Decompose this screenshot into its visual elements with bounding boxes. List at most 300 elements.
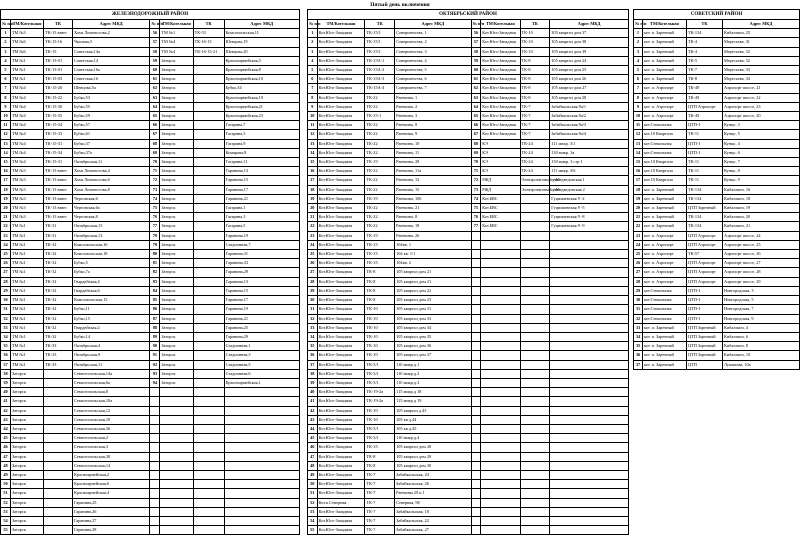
heat-chamber — [193, 342, 224, 351]
heat-chamber — [44, 406, 73, 415]
table-row — [1, 489, 300, 498]
heat-chamber: ТК-11 — [687, 130, 723, 139]
table-row — [1, 286, 300, 295]
heat-source: Кот.Юго-Западная — [317, 176, 365, 185]
heat-chamber: ТК-32 — [44, 286, 73, 295]
table-row — [634, 277, 800, 286]
heat-chamber — [193, 84, 224, 93]
building-address: 111 микр. 3/6 — [550, 167, 629, 176]
empty-cell — [550, 323, 629, 332]
heat-source: КЭ — [481, 148, 520, 157]
table-row — [308, 29, 629, 38]
heat-chamber: ЦТП-1 — [687, 314, 723, 323]
column-header-tk: ТК — [365, 20, 395, 29]
row-number: 65 — [471, 112, 481, 121]
empty-cell — [481, 480, 520, 489]
empty-cell — [193, 480, 224, 489]
heat-source: Заторск — [160, 277, 193, 286]
empty-cell — [471, 240, 481, 249]
empty-cell — [471, 314, 481, 323]
table-row — [308, 167, 629, 176]
column-header-num: № п/п — [634, 20, 643, 29]
table-row — [1, 259, 300, 268]
table-row — [308, 443, 629, 452]
empty-cell — [160, 516, 193, 525]
heat-chamber: ТК-24 — [520, 139, 550, 148]
heat-source: Кот.Юго-Западная — [317, 112, 365, 121]
row-number: 34 — [634, 332, 643, 341]
heat-source: ТМ №4 — [10, 112, 43, 121]
empty-cell — [520, 452, 550, 461]
table-row — [1, 415, 300, 424]
table-row — [308, 369, 629, 378]
table-row — [308, 250, 629, 259]
empty-cell — [150, 489, 160, 498]
heat-chamber — [520, 222, 550, 231]
heat-source: ТМ №1 — [10, 268, 43, 277]
heat-chamber: ТК-15 — [365, 240, 395, 249]
table-row — [634, 148, 800, 157]
empty-cell — [160, 406, 193, 415]
empty-cell — [550, 516, 629, 525]
table-row — [634, 56, 800, 65]
empty-cell — [481, 406, 520, 415]
empty-cell — [520, 461, 550, 470]
row-number: 17 — [1, 176, 11, 185]
row-number: 73 — [471, 185, 481, 194]
empty-cell — [471, 323, 481, 332]
heat-source: кот. п. Аэропорт — [643, 84, 687, 93]
row-number: 21 — [308, 213, 318, 222]
row-number: 31 — [634, 305, 643, 314]
table-row — [1, 332, 300, 341]
heat-chamber: ТК-10 — [365, 323, 395, 332]
row-number: 32 — [634, 314, 643, 323]
heat-source: Кот.Юго-Западная — [317, 480, 365, 489]
heat-chamber — [44, 443, 73, 452]
column-header-num: № п/п — [308, 20, 318, 29]
table-row — [1, 443, 300, 452]
building-address: Раевчина, 2 — [395, 102, 472, 111]
building-address: Хохи Ломоносова,2 — [72, 29, 149, 38]
heat-chamber — [44, 480, 73, 489]
building-address: Стадионная,6 — [224, 369, 299, 378]
empty-cell — [150, 526, 160, 535]
heat-chamber — [193, 286, 224, 295]
building-address: 105 квартал дом 35 — [395, 332, 472, 341]
row-number: 72 — [471, 176, 481, 185]
building-address: Аэропорт шоссе, 27 — [723, 259, 800, 268]
row-number: 32 — [308, 314, 318, 323]
building-address: Гаранина,17 — [224, 185, 299, 194]
heat-source: Кот.Юго-Западная — [317, 452, 365, 461]
building-address: Гуцимаевская 9 -9 — [550, 222, 629, 231]
heat-chamber — [44, 397, 73, 406]
heat-chamber: ТК-7 — [365, 498, 395, 507]
heat-source: Заторск — [10, 415, 43, 424]
row-number: 14 — [634, 148, 643, 157]
table-row — [1, 323, 300, 332]
building-address: Гагарина,1 — [224, 204, 299, 213]
empty-cell — [520, 415, 550, 424]
building-address: Севастопольская,10а — [72, 397, 149, 406]
row-number: 64 — [471, 102, 481, 111]
empty-cell — [550, 332, 629, 341]
heat-source: Заторск — [10, 388, 43, 397]
building-address: 115 микр.д 19 — [395, 397, 472, 406]
building-address: Октябрьская,4 — [72, 342, 149, 351]
building-address: Забайкальская, 22 — [395, 516, 472, 525]
heat-source: Кот.Юго-Западная — [481, 102, 520, 111]
heat-chamber — [193, 102, 224, 111]
heat-source: Кот.Юго-Западная — [317, 351, 365, 360]
heat-chamber: ТК-10 — [520, 38, 550, 47]
heat-source: Кот.Юго-Западная — [481, 66, 520, 75]
empty-cell — [520, 480, 550, 489]
empty-cell — [520, 231, 550, 240]
table-row — [1, 480, 300, 489]
heat-source: кот. п. Заречный — [643, 38, 687, 47]
table-row — [308, 176, 629, 185]
building-address: Гуцимаевская 9 -5 — [550, 204, 629, 213]
building-address: Гаранина,19 — [224, 305, 299, 314]
table-row — [1, 158, 300, 167]
heat-chamber: ТК-32 — [44, 250, 73, 259]
heat-chamber: ЦТП Аэропорт — [687, 277, 723, 286]
row-number: 21 — [634, 213, 643, 222]
empty-cell — [520, 240, 550, 249]
heat-source: кот. п. Заречный — [643, 185, 687, 194]
row-number: 7 — [1, 84, 11, 93]
table-row — [1, 213, 300, 222]
building-address: Раевчина 29 к.1 — [395, 489, 472, 498]
heat-source: Кот.Юго-Западная — [317, 526, 365, 535]
heat-source: Кот.Юго-Западная — [481, 75, 520, 84]
row-number: 47 — [1, 452, 11, 461]
heat-chamber: ТК-22 — [365, 121, 395, 130]
table-row — [308, 102, 629, 111]
table-row — [634, 176, 800, 185]
building-address: Мересьева, 31 — [723, 38, 800, 47]
heat-chamber: ТК-7 — [365, 526, 395, 535]
heat-source: кот. п. Аэропорт — [643, 240, 687, 249]
row-number: 39 — [1, 378, 11, 387]
building-address: Аэропорт шоссе, 24 — [723, 231, 800, 240]
row-number: 13 — [1, 139, 11, 148]
row-number: 5 — [308, 66, 318, 75]
heat-source: Кот.Юго-Западная — [317, 29, 365, 38]
heat-chamber: ТК-31 — [44, 231, 73, 240]
heat-source: кот. п. Заречный — [643, 360, 687, 369]
table-row — [1, 93, 300, 102]
empty-cell — [520, 286, 550, 295]
row-number: 69 — [471, 148, 481, 157]
table-row — [1, 305, 300, 314]
table-row — [634, 323, 800, 332]
building-address: Совершенства, 7 — [395, 84, 472, 93]
table-row — [308, 130, 629, 139]
building-address: Гаранина,13 — [224, 277, 299, 286]
heat-chamber — [193, 314, 224, 323]
heat-source: ТМ №4 — [10, 158, 43, 167]
heat-chamber — [193, 213, 224, 222]
heat-chamber: ТК-24 — [520, 158, 550, 167]
building-address: Красноармейская,8 — [224, 66, 299, 75]
empty-cell — [550, 314, 629, 323]
table-row — [308, 480, 629, 489]
heat-chamber: ТК-7 — [365, 516, 395, 525]
row-number: 54 — [308, 516, 318, 525]
heat-source: Кот.п.Северная — [317, 498, 365, 507]
heat-source: ТМ №3 — [10, 176, 43, 185]
empty-cell — [481, 424, 520, 433]
building-address: Забайкальская, 18 — [395, 507, 472, 516]
heat-source: ТМ №3 — [10, 194, 43, 203]
heat-source: Кот.Юго-Западная — [317, 277, 365, 286]
building-address: Лукашова, 10а — [723, 360, 800, 369]
empty-cell — [471, 277, 481, 286]
heat-chamber: ТК-13 взвес — [44, 213, 73, 222]
empty-cell — [550, 240, 629, 249]
row-number: 41 — [308, 397, 318, 406]
heat-chamber: ТК-33 — [44, 351, 73, 360]
empty-cell — [471, 231, 481, 240]
heat-chamber — [193, 185, 224, 194]
empty-cell — [224, 397, 299, 406]
empty-cell — [471, 305, 481, 314]
heat-chamber: ЦТП Заречный — [687, 332, 723, 341]
heat-chamber — [193, 250, 224, 259]
heat-source: Кот.Юго-Западная — [317, 397, 365, 406]
table-row — [308, 158, 629, 167]
row-number: 7 — [308, 84, 318, 93]
table-row — [634, 84, 800, 93]
row-number: 25 — [1, 250, 11, 259]
building-address: ст.Медведовская 1 — [550, 176, 629, 185]
empty-cell — [520, 250, 550, 259]
heat-chamber — [193, 194, 224, 203]
building-address: 111 микр. 3/1 — [550, 139, 629, 148]
heat-chamber: ТК-32 — [44, 240, 73, 249]
empty-cell — [481, 231, 520, 240]
empty-cell — [471, 507, 481, 516]
empty-cell — [160, 480, 193, 489]
table-row — [308, 112, 629, 121]
heat-source: ТМ №3 — [10, 213, 43, 222]
heat-source: ТМ №4 — [10, 93, 43, 102]
empty-cell — [520, 277, 550, 286]
row-number: 26 — [634, 259, 643, 268]
heat-chamber: ТК-134 — [687, 213, 723, 222]
empty-cell — [224, 489, 299, 498]
heat-source: кот.Стекольная — [643, 314, 687, 323]
building-address: 105 квартал д.43 — [395, 406, 472, 415]
row-number: 43 — [308, 415, 318, 424]
building-address: Комсомольская,18 — [72, 250, 149, 259]
row-number: 38 — [308, 369, 318, 378]
empty-cell — [550, 305, 629, 314]
empty-cell — [481, 268, 520, 277]
empty-cell — [224, 452, 299, 461]
table-row — [308, 222, 629, 231]
row-number: 16 — [1, 167, 11, 176]
table-row — [634, 66, 800, 75]
table-row — [308, 314, 629, 323]
building-address: Мересьева, 34 — [723, 75, 800, 84]
heat-source: Кот.Юго-Западная — [317, 231, 365, 240]
building-address: Комсомольская,15 — [72, 296, 149, 305]
empty-cell — [193, 397, 224, 406]
heat-source: Кот.Юго-Западная — [317, 461, 365, 470]
building-address: Новгородская, 7 — [723, 305, 800, 314]
empty-cell — [481, 369, 520, 378]
building-address: Гаранина,21 — [224, 194, 299, 203]
building-address: Кунцо, 5 — [723, 130, 800, 139]
heat-chamber: ТК-10 — [365, 406, 395, 415]
building-address: 130 микр. 3а — [550, 148, 629, 157]
heat-chamber: ТК-15-34 — [44, 148, 73, 157]
building-address: 104кв. 2 — [395, 259, 472, 268]
heat-source: кот. п. Заречный — [643, 29, 687, 38]
building-address: 104кв. 1 — [395, 240, 472, 249]
heat-source: Кот.Юго-Западная — [317, 434, 365, 443]
heat-source: Кот.Юго-Западная — [317, 323, 365, 332]
heat-source: Заторск — [10, 443, 43, 452]
building-address: 110 микр.д.2 — [395, 369, 472, 378]
row-number: 27 — [308, 268, 318, 277]
building-address: Забайкальская 8а/3 — [550, 121, 629, 130]
table-row — [634, 250, 800, 259]
row-number: 55 — [308, 526, 318, 535]
empty-cell — [520, 388, 550, 397]
empty-cell — [150, 415, 160, 424]
building-address: Гаранина,31 — [224, 250, 299, 259]
heat-source: ТМ №1 — [10, 332, 43, 341]
heat-source: Заторск — [10, 516, 43, 525]
building-address: Октябрьская,15 — [72, 222, 149, 231]
heat-source: Заторск — [160, 222, 193, 231]
heat-chamber — [193, 268, 224, 277]
row-number: 59 — [150, 56, 160, 65]
row-number: 33 — [1, 323, 11, 332]
heat-source: Заторск — [160, 130, 193, 139]
table-row — [1, 424, 300, 433]
building-address: Совершенства, 5 — [395, 66, 472, 75]
empty-cell — [481, 314, 520, 323]
heat-chamber — [44, 489, 73, 498]
heat-chamber: ТК-7 — [520, 121, 550, 130]
table-row — [1, 222, 300, 231]
heat-chamber: ТК-5/1 — [365, 424, 395, 433]
heat-source: Кот.БВС — [481, 222, 520, 231]
empty-cell — [520, 351, 550, 360]
table-row — [308, 204, 629, 213]
heat-chamber — [193, 296, 224, 305]
building-address: 105 квартал дом 31 — [395, 305, 472, 314]
heat-chamber: ТК-13 взвес — [44, 204, 73, 213]
empty-cell — [471, 296, 481, 305]
building-address: Стадионная,7 — [224, 240, 299, 249]
row-number: 11 — [634, 121, 643, 130]
heat-source: кот.Стекольная — [643, 121, 687, 130]
row-number: 52 — [308, 498, 318, 507]
building-address: Бубко,5 — [72, 259, 149, 268]
heat-source: кот. п. Заречный — [643, 47, 687, 56]
row-number: 18 — [634, 185, 643, 194]
heat-chamber — [193, 167, 224, 176]
row-number: 26 — [308, 259, 318, 268]
empty-cell — [481, 323, 520, 332]
heat-source: Кот.Юго-Западная — [317, 139, 365, 148]
table-row — [308, 461, 629, 470]
empty-cell — [150, 498, 160, 507]
building-address: Аэропорт шоссе, 20 — [723, 112, 800, 121]
heat-source: ТМ №4 — [160, 47, 193, 56]
table-row — [308, 378, 629, 387]
heat-source: кот. п. Заречный — [643, 222, 687, 231]
building-address: Раевчина, 106 — [395, 194, 472, 203]
heat-chamber: ТК-32 — [44, 259, 73, 268]
heat-source: Заторск — [10, 406, 43, 415]
heat-chamber: ТК-32 — [44, 314, 73, 323]
row-number: 10 — [634, 112, 643, 121]
heat-chamber: ТК-33 — [44, 360, 73, 369]
column-header-tk: ТК — [193, 20, 224, 29]
table-row — [634, 29, 800, 38]
building-address: 105 квартал дом 24 — [550, 56, 629, 65]
row-number: 31 — [1, 305, 11, 314]
empty-cell — [224, 406, 299, 415]
heat-chamber: ТК-15-30 — [44, 102, 73, 111]
row-number: 37 — [308, 360, 318, 369]
table-row — [308, 415, 629, 424]
heat-chamber: ТК-4 — [687, 47, 723, 56]
heat-chamber — [193, 222, 224, 231]
row-number: 60 — [471, 66, 481, 75]
building-address: Бубко,53 — [72, 93, 149, 102]
empty-cell — [520, 406, 550, 415]
empty-cell — [550, 351, 629, 360]
building-address: Бубко,14 — [72, 332, 149, 341]
heat-source: Кот.Юго-Западная — [317, 489, 365, 498]
empty-cell — [481, 526, 520, 535]
table-row — [308, 231, 629, 240]
heat-source: Кот.Юго-Западная — [317, 443, 365, 452]
heat-chamber: ТК-15-20 — [44, 84, 73, 93]
heat-source: Заторск — [160, 176, 193, 185]
heat-chamber: ТК-49 — [687, 93, 723, 102]
heat-chamber: ТК-15/1 — [365, 47, 395, 56]
row-number: 5 — [634, 66, 643, 75]
building-address: 105 квартал дом 37 — [550, 29, 629, 38]
row-number: 17 — [634, 176, 643, 185]
heat-source: Заторск — [160, 204, 193, 213]
heat-source: ТМ №1 — [10, 296, 43, 305]
heat-chamber — [520, 204, 550, 213]
heat-source: Кот.Юго-Западная — [481, 130, 520, 139]
heat-chamber — [193, 121, 224, 130]
heat-source: Кот.Юго-Западная — [317, 305, 365, 314]
table-row — [634, 222, 800, 231]
empty-cell — [520, 360, 550, 369]
row-number: 15 — [634, 158, 643, 167]
empty-cell — [471, 388, 481, 397]
table-row — [308, 93, 629, 102]
building-address: Аэропорт шоссе, 28 — [723, 268, 800, 277]
empty-cell — [160, 526, 193, 535]
table-row — [308, 268, 629, 277]
row-number: 35 — [634, 342, 643, 351]
